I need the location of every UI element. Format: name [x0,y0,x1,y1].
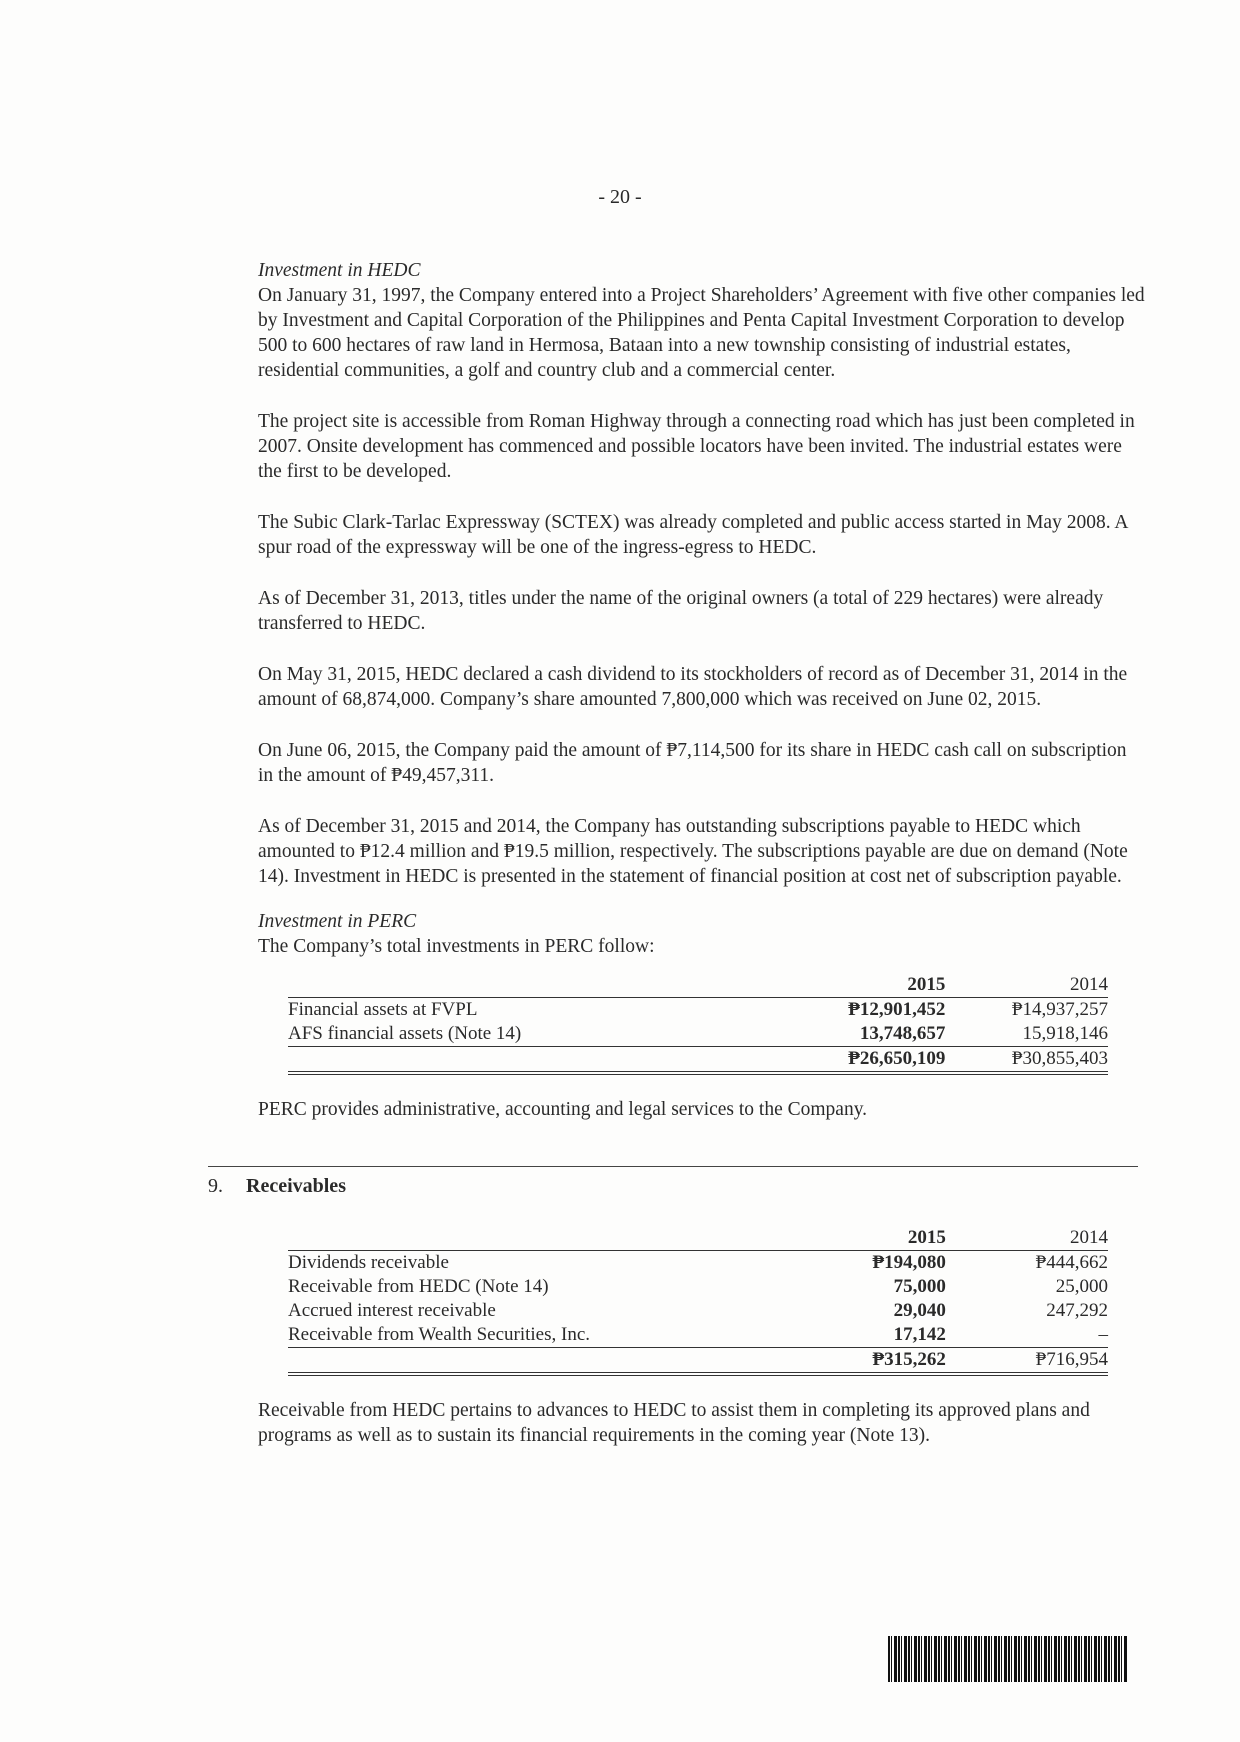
hedc-paragraph: As of December 31, 2015 and 2014, the Company has outstanding subscriptions payable to HEDC which amounted to ₱12.4 million and ₱19.5 million, respectively. The subscriptions payable are due on demand (Note 14). Investment in HEDC is presented in the statement of financial position at cost net of subscription payable. [258,816,1128,887]
table-row [288,1275,1108,1299]
table-row [288,1022,1108,1047]
section-divider [208,1166,1138,1167]
section-heading [208,1175,1146,1198]
table-header-row [288,1226,1108,1251]
section-title: Receivables [246,1175,346,1197]
value-2015: 75,000 [893,1276,946,1297]
row-label: Accrued interest receivable [288,1300,496,1321]
row-label: Receivable from HEDC (Note 14) [288,1276,549,1297]
hedc-paragraph: The project site is accessible from Roman Highway through a connecting road which has just been completed in 2007. Onsite development has commenced and possible locators have been invited. The industrial estates were the first to be developed. [258,411,1135,482]
document-body [208,258,1146,1474]
value-2015: 17,142 [798,1323,960,1348]
total-2014: ₱716,954 [960,1348,1108,1375]
hedc-paragraph: On May 31, 2015, HEDC declared a cash dividend to its stockholders of record as of December 31, 2014 in the amount of 68,874,000. Company’s share amounted 7,800,000 which was received on June 02, 2015. [258,664,1128,710]
value-2014: 25,000 [1055,1276,1108,1297]
table-row [288,998,1108,1023]
perc-investments-table [288,973,1108,1075]
value-2015: ₱194,080 [872,1252,946,1273]
barcode-image [888,1636,1128,1682]
receivables-table [288,1226,1108,1376]
section-number: 9. [208,1175,223,1197]
perc-intro: The Company’s total investments in PERC follow: [258,936,655,957]
total-2014: ₱30,855,403 [959,1047,1108,1074]
hedc-paragraph: On June 06, 2015, the Company paid the amount of ₱7,114,500 for its share in HEDC cash call on subscription in the amount of ₱49,457,311. [258,740,1127,786]
hedc-paragraph: As of December 31, 2013, titles under the name of the original owners (a total of 229 hectares) were already transferred to HEDC. [258,588,1104,634]
column-header-2014: 2014 [959,973,1108,998]
value-2014: 15,918,146 [959,1022,1108,1047]
value-2014: 247,292 [1046,1300,1108,1321]
column-header-2014: 2014 [960,1226,1108,1251]
total-row [288,1348,1108,1375]
receivables-note: Receivable from HEDC pertains to advances to HEDC to assist them in completing its approved plans and programs as well as to sustain its financial requirements in the coming year (Note 13). [258,1400,1090,1446]
value-2015: ₱12,901,452 [848,999,946,1020]
row-label: Receivable from Wealth Securities, Inc. [288,1323,798,1348]
value-2014: ₱14,937,257 [1011,999,1108,1020]
row-label: AFS financial assets (Note 14) [288,1022,797,1047]
hedc-paragraph: On January 31, 1997, the Company entered into a Project Shareholders’ Agreement with five other companies led by Investment and Capital Corporation of the Philippines and Penta Capital Investment Corporation to develop 500 to 600 hectares of raw land in Hermosa, Bataan into a new township consisting of industrial estates, residential communities, a golf and country club and a commercial center. [258,285,1145,381]
table-row [288,1251,1108,1276]
table-row [288,1299,1108,1323]
column-header-2015: 2015 [797,973,960,998]
total-row [288,1047,1108,1074]
perc-note: PERC provides administrative, accounting and legal services to the Company. [258,1099,868,1120]
hedc-paragraph: The Subic Clark-Tarlac Expressway (SCTEX) was already completed and public access started in May 2008. A spur road of the expressway will be one of the ingress-egress to HEDC. [258,512,1128,558]
hedc-heading: Investment in HEDC [258,260,421,281]
row-label: Dividends receivable [288,1252,449,1273]
value-2015: 29,040 [893,1300,946,1321]
value-2015: 13,748,657 [797,1022,960,1047]
total-2015: ₱315,262 [798,1348,960,1375]
page-number: - 20 - [598,186,642,208]
perc-heading: Investment in PERC [258,911,417,932]
table-row [288,1323,1108,1348]
column-header-2015: 2015 [798,1226,960,1251]
row-label: Financial assets at FVPL [288,999,478,1020]
total-2015: ₱26,650,109 [797,1047,960,1074]
table-header-row [288,973,1108,998]
value-2014: – [960,1323,1108,1348]
value-2014: ₱444,662 [1035,1252,1108,1273]
